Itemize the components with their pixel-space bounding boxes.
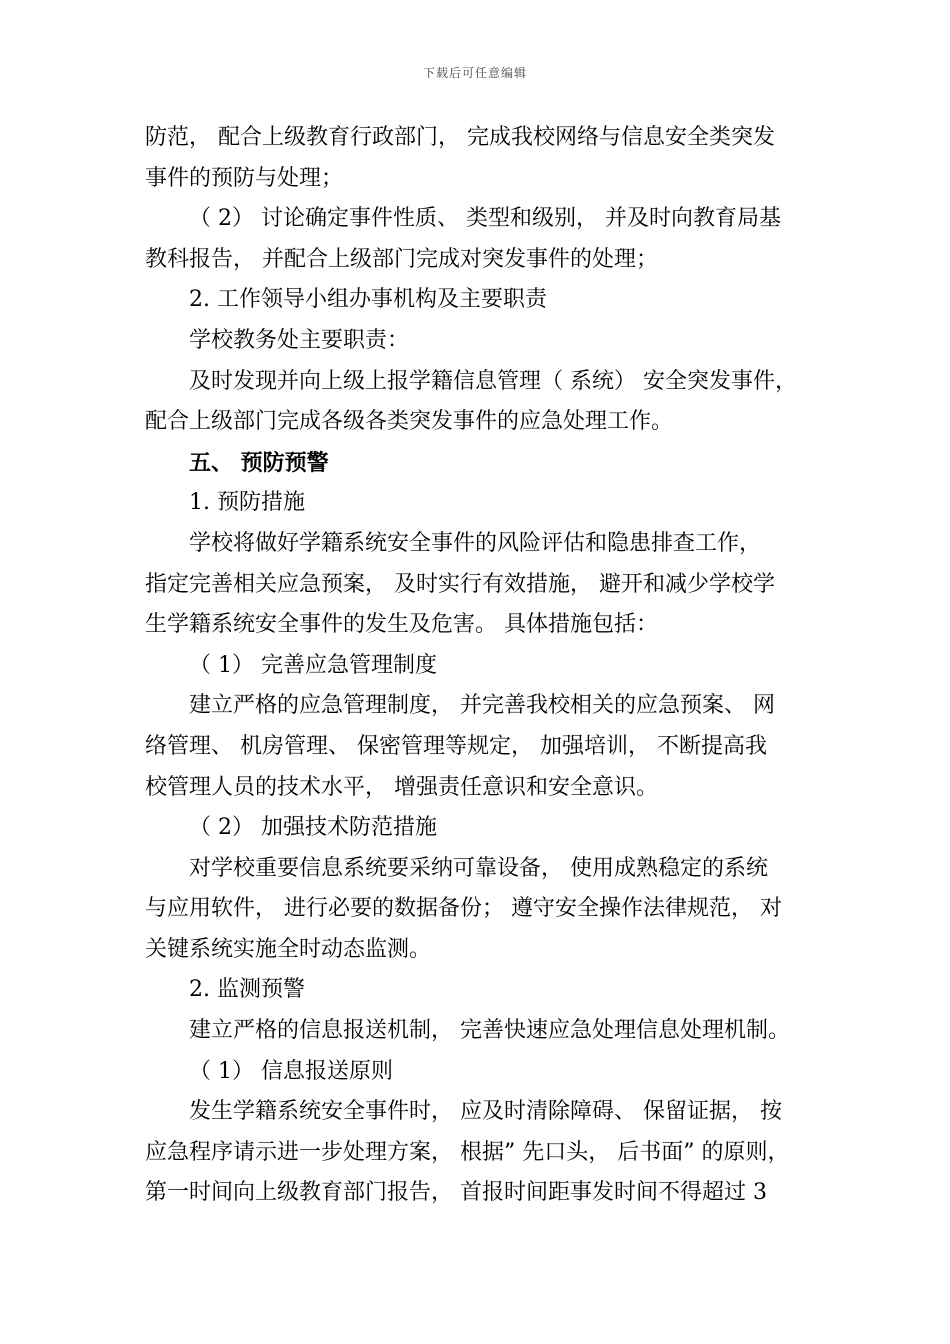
text-line: 与应用软件， 进行必要的数据备份； 遵守安全操作法律规范， 对	[145, 896, 782, 922]
text-line: 发生学籍系统安全事件时， 应及时清除障碍、 保留证据， 按	[189, 1099, 782, 1125]
text-line: 学校教务处主要职责：	[189, 327, 410, 353]
text-line: （ 1） 信息报送原则	[189, 1058, 393, 1084]
text-line: 事件的预防与处理；	[145, 165, 344, 191]
text-line: 生学籍系统安全事件的发生及危害。 具体措施包括：	[145, 612, 658, 638]
text-line: 关键系统实施全时动态监测。	[145, 936, 432, 962]
text-line: 1. 预防措施	[189, 490, 305, 516]
text-line: （ 2） 讨论确定事件性质、 类型和级别， 并及时向教育局基	[189, 206, 781, 232]
text-line: 配合上级部门完成各级各类突发事件的应急处理工作。	[145, 409, 674, 435]
text-line: 及时发现并向上级上报学籍信息管理（ 系统） 安全突发事件，	[189, 368, 797, 394]
document-body	[145, 118, 807, 1214]
text-line: 应急程序请示进一步处理方案， 根据” 先口头， 后书面” 的原则，	[145, 1139, 790, 1165]
text-line: 2. 工作领导小组办事机构及主要职责	[189, 287, 547, 313]
text-line: （ 1） 完善应急管理制度	[189, 652, 437, 678]
section-heading: 五、 预防预警	[189, 449, 329, 476]
text-line: 校管理人员的技术水平， 增强责任意识和安全意识。	[145, 774, 658, 800]
text-line: （ 2） 加强技术防范措施	[189, 815, 437, 841]
text-line: 学校将做好学籍系统安全事件的风险评估和隐患排查工作，	[189, 530, 762, 556]
text-line: 防范， 配合上级教育行政部门， 完成我校网络与信息安全类突发	[145, 125, 775, 150]
text-line: 2. 监测预警	[189, 977, 305, 1003]
text-line: 教科报告， 并配合上级部门完成对突发事件的处理；	[145, 246, 658, 272]
text-line: 对学校重要信息系统要采纳可靠设备， 使用成熟稳定的系统	[189, 855, 768, 881]
text-line: 第一时间向上级教育部门报告， 首报时间距事发时间不得超过 3	[145, 1180, 767, 1206]
text-line: 建立严格的信息报送机制， 完善快速应急处理信息处理机制。	[189, 1018, 790, 1044]
text-line: 建立严格的应急管理制度， 并完善我校相关的应急预案、 网	[189, 693, 775, 719]
text-line: 络管理、 机房管理、 保密管理等规定， 加强培训， 不断提高我	[145, 733, 767, 759]
text-line: 指定完善相关应急预案， 及时实行有效措施， 避开和减少学校学	[145, 571, 775, 597]
page-header: 下载后可任意编辑	[422, 66, 527, 80]
